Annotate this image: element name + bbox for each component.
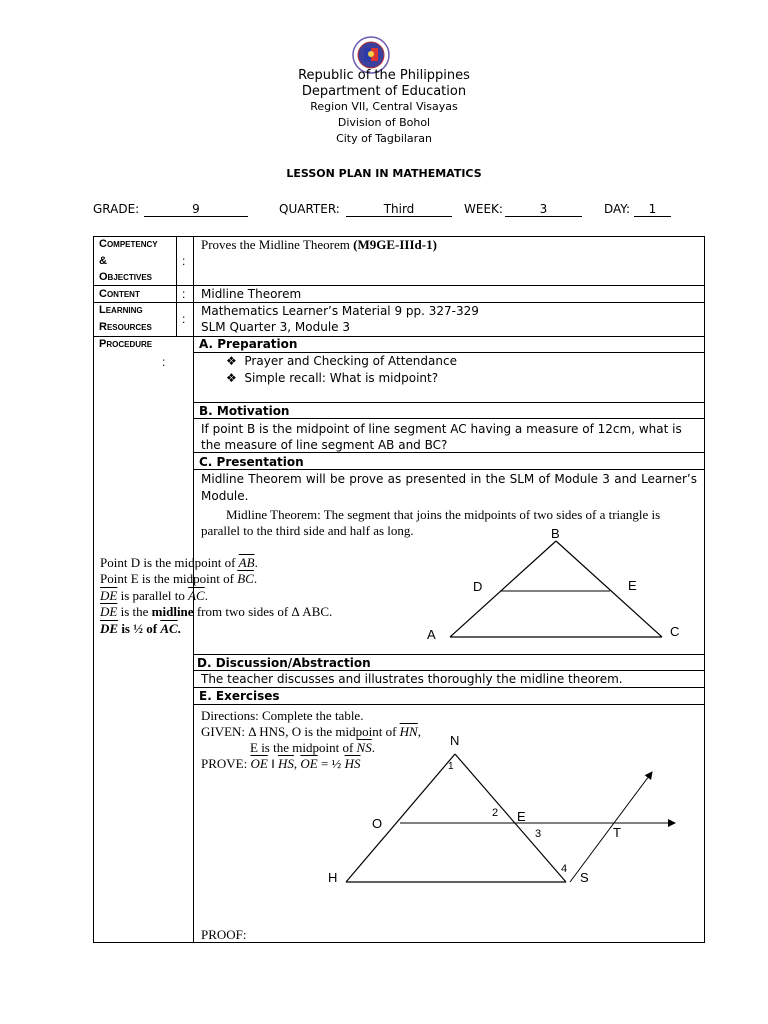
grade-label: GRADE: bbox=[93, 202, 140, 216]
angle-4: 4 bbox=[561, 863, 568, 875]
label-a: A bbox=[427, 627, 436, 642]
discussion-text: The teacher discusses and illustrates thoroughly the midline theorem. bbox=[201, 672, 623, 686]
header-city: City of Tagbilaran bbox=[336, 132, 432, 145]
procedure-label: Procedure bbox=[99, 338, 153, 350]
competency-label: Competency bbox=[99, 238, 158, 250]
presentation-text: Midline Theorem will be prove as presented in the SLM of Module 3 and Learner’s Module. bbox=[201, 472, 697, 503]
content-label: Content bbox=[99, 288, 140, 300]
angle-3: 3 bbox=[535, 828, 542, 840]
label-o: O bbox=[372, 816, 383, 831]
header-division: Division of Bohol bbox=[337, 116, 431, 129]
angle-2: 2 bbox=[492, 807, 499, 819]
exercise-triangle-figure bbox=[330, 750, 690, 890]
statement-parallel: $\overline{DE}$ is parallel to $\overline{AC}$. bbox=[100, 587, 208, 603]
quarter-value: Third bbox=[346, 202, 452, 217]
label-n: N bbox=[450, 733, 460, 748]
label-d: D bbox=[473, 579, 483, 594]
statement-d: Point D is the midpoint of $\overline{AB}$. bbox=[100, 555, 258, 570]
midline-statements bbox=[100, 555, 332, 637]
procedure-colon: : bbox=[162, 355, 166, 369]
resources-line-2: SLM Quarter 3, Module 3 bbox=[201, 320, 350, 334]
resources-line-1: Mathematics Learner’s Material 9 pp. 327-329 bbox=[201, 304, 479, 318]
label-t: T bbox=[613, 825, 621, 840]
content-text: Midline Theorem bbox=[201, 287, 302, 301]
midline-triangle-figure bbox=[420, 524, 690, 649]
motivation-heading: B. Motivation bbox=[199, 404, 290, 418]
theorem-text: Midline Theorem: The segment that joins the midpoints of two sides of a triangle is parallel to the third side and half as long. bbox=[201, 507, 661, 538]
day-value: 1 bbox=[634, 202, 671, 217]
diamond-bullet-icon: ❖ bbox=[226, 354, 237, 368]
statement-midline: $\overline{DE}$ is the midline from two sides of Δ ABC. bbox=[100, 604, 333, 620]
header-republic: Republic of the Philippines bbox=[298, 68, 470, 83]
competency-amp: & bbox=[99, 255, 107, 267]
directions-text: Directions: Complete the table. bbox=[201, 708, 364, 723]
week-label: WEEK: bbox=[464, 202, 503, 216]
discussion-heading: D. Discussion/Abstraction bbox=[197, 656, 371, 670]
objectives-label: Objectives bbox=[99, 271, 153, 283]
competency-colon: : bbox=[182, 254, 186, 268]
diamond-bullet-icon: ❖ bbox=[226, 371, 237, 385]
label-b: B bbox=[551, 526, 560, 541]
statement-e: Point E is the midpoint of $\overline{BC}$. bbox=[100, 571, 258, 587]
proof-label: PROOF: bbox=[201, 927, 247, 942]
prove-text: PROVE: $\overline{OE}$ ǁ $\overline{HS}$, $\overline{OE}$ = ½ $\overline{HS}$ bbox=[201, 756, 361, 771]
grade-row bbox=[93, 202, 139, 216]
given-text-2: E is the midpoint of $\overline{NS}$. bbox=[250, 740, 375, 755]
prep-item: ❖ Prayer and Checking of Attendance bbox=[226, 354, 457, 368]
header-department: Department of Education bbox=[301, 84, 467, 99]
angle-1: 1 bbox=[448, 761, 454, 772]
label-s: S bbox=[580, 870, 589, 885]
statement-half: $\overline{DE}$ is ½ of $\overline{AC}$. bbox=[100, 620, 181, 636]
competency-text: Proves the Midline Theorem (M9GE-IIId-1) bbox=[201, 237, 437, 252]
motivation-text: If point B is the midpoint of line segment AC having a measure of 12cm, what is the measure of line segment AB and BC? bbox=[201, 422, 682, 452]
resources-colon: : bbox=[182, 312, 186, 326]
quarter-label: QUARTER: bbox=[279, 202, 340, 216]
header-region: Region VII, Central Visayas bbox=[310, 100, 458, 113]
label-e2: E bbox=[517, 809, 526, 824]
resources-label: Learning bbox=[99, 304, 143, 316]
given-text: GIVEN: Δ HNS, O is the midpoint of $\overline{HN}$, bbox=[201, 724, 421, 739]
label-h: H bbox=[328, 870, 338, 885]
resources-label-2: Resources bbox=[99, 321, 152, 333]
presentation-heading: C. Presentation bbox=[199, 455, 304, 469]
week-value: 3 bbox=[505, 202, 582, 217]
content-colon: : bbox=[182, 287, 186, 301]
exercises-heading: E. Exercises bbox=[199, 689, 280, 703]
prep-item: ❖ Simple recall: What is midpoint? bbox=[226, 371, 439, 385]
grade-value: 9 bbox=[144, 202, 248, 217]
page-title: LESSON PLAN IN MATHEMATICS bbox=[286, 167, 482, 180]
day-label: DAY: bbox=[604, 202, 631, 216]
label-c: C bbox=[670, 624, 680, 639]
preparation-heading: A. Preparation bbox=[199, 337, 298, 351]
label-e: E bbox=[628, 578, 637, 593]
